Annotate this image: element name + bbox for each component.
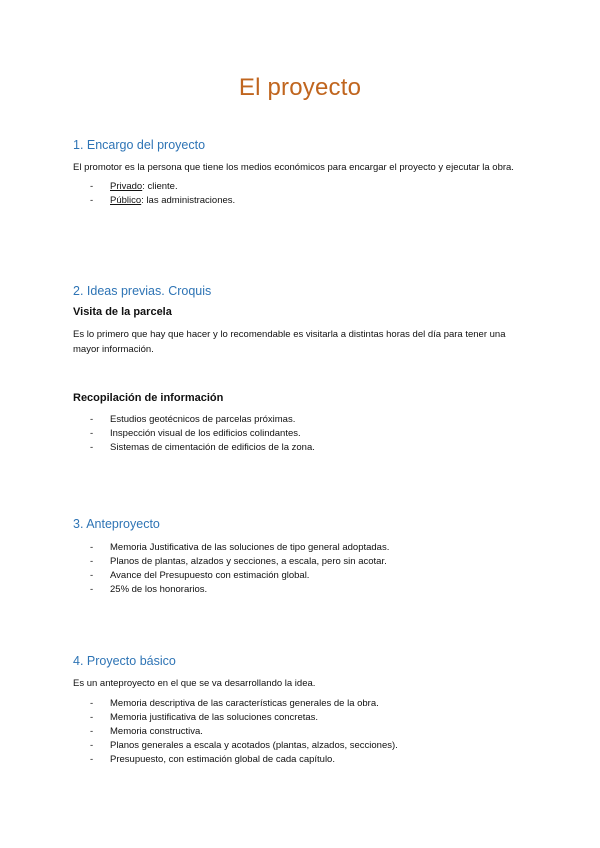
bullet-dash: - [90,740,94,751]
bullet-list [73,413,533,455]
list-text: Memoria Justificativa de las soluciones de tipo general adoptadas. [110,542,390,553]
bullet-dash: - [90,181,94,192]
section-encargo [73,138,533,208]
list-item [73,753,533,767]
paragraph: Es lo primero que hay que hacer y lo recomendable es visitarla a distintas horas del día para tener una mayor información. [73,329,506,355]
list-term: Público [110,195,142,206]
bullet-dash: - [90,195,94,206]
list-item [73,413,533,427]
bullet-dash: - [90,570,94,581]
list-text: : las administraciones. [141,195,236,206]
subsection-heading: Visita de la parcela [73,306,172,318]
paragraph: El promotor es la persona que tiene los medios económicos para encargar el proyecto y ejecutar la obra. [73,162,514,173]
bullet-dash: - [90,442,94,453]
document-title: El proyecto [238,74,362,101]
list-text: Memoria justificativa de las soluciones concretas. [110,712,319,723]
list-text: Memoria descriptiva de las características generales de la obra. [110,698,379,709]
list-text: 25% de los honorarios. [110,584,208,595]
section-heading: 3. Anteproyecto [73,517,160,531]
list-item [73,180,533,194]
bullet-dash: - [90,542,94,553]
list-text: Memoria constructiva. [110,726,203,737]
list-item [73,739,533,753]
section-ideas [73,284,533,362]
bullet-dash: - [90,698,94,709]
section-heading: 1. Encargo del proyecto [73,138,206,152]
list-text: Sistemas de cimentación de edificios de la zona. [110,442,315,453]
subsection-recopilacion [73,392,533,455]
list-text: Planos generales a escala y acotados (plantas, alzados, secciones). [110,740,398,751]
list-item [73,725,533,739]
list-item [73,194,533,208]
list-item [73,569,533,583]
bullet-dash: - [90,414,94,425]
list-item [73,583,533,597]
subsection-heading: Recopilación de información [73,392,224,404]
section-heading: 4. Proyecto básico [73,654,176,668]
bullet-list [73,697,533,767]
bullet-list [73,541,533,597]
list-text: : cliente. [142,181,178,192]
bullet-dash: - [90,754,94,765]
list-text: Inspección visual de los edificios colindantes. [110,428,301,439]
section-heading: 2. Ideas previas. Croquis [73,284,212,298]
list-item [73,441,533,455]
list-item [73,697,533,711]
list-item [73,555,533,569]
bullet-dash: - [90,712,94,723]
bullet-dash: - [90,428,94,439]
bullet-dash: - [90,726,94,737]
list-text: Estudios geotécnicos de parcelas próximas. [110,414,296,425]
section-proyecto-basico [73,654,533,767]
list-text: Presupuesto, con estimación global de cada capítulo. [110,754,335,765]
paragraph: Es un anteproyecto en el que se va desarrollando la idea. [73,678,316,689]
list-text: Planos de plantas, alzados y secciones, a escala, pero sin acotar. [110,556,387,567]
bullet-dash: - [90,556,94,567]
list-item [73,711,533,725]
list-item [73,541,533,555]
list-text: Avance del Presupuesto con estimación global. [110,570,310,581]
section-anteproyecto [73,517,533,597]
list-item [73,427,533,441]
bullet-list [73,180,533,208]
list-term: Privado [110,181,143,192]
bullet-dash: - [90,584,94,595]
